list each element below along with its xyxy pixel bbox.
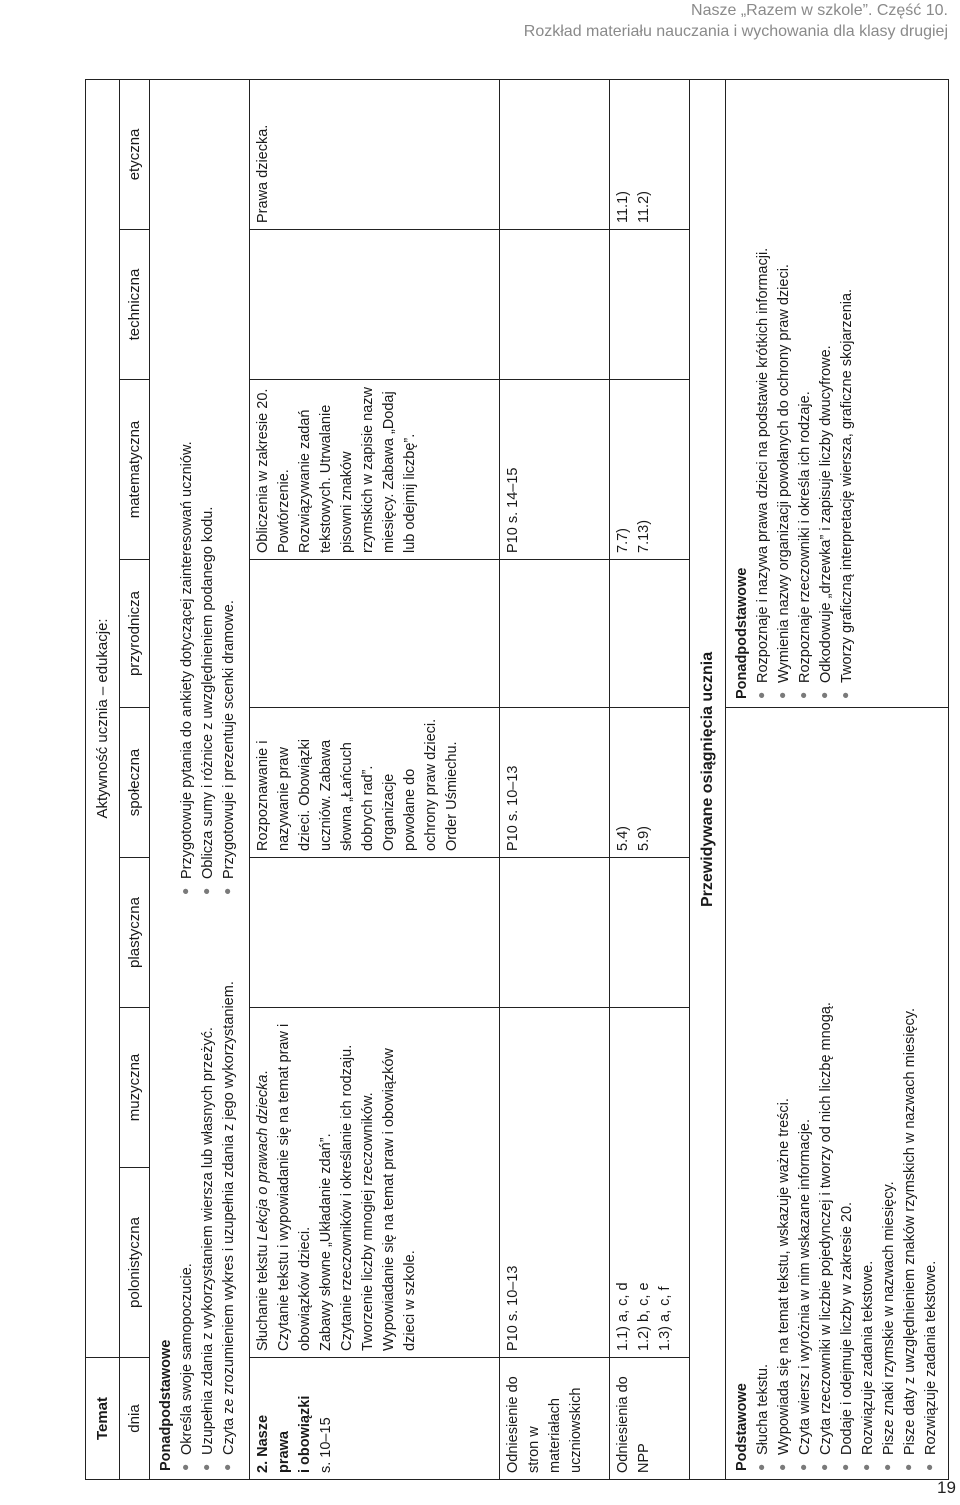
npp-item: 1.3) a, c, f xyxy=(657,1286,674,1351)
list-item: ● Przygotowuje i prezentuje scenki dramowe. xyxy=(219,441,240,879)
polon-paragraph-1 xyxy=(253,1014,274,1351)
subject-etyczna: etyczna xyxy=(120,79,150,229)
header-subtitle: Rozkład materiału nauczania i wychowania dla klasy drugiej xyxy=(523,23,948,40)
podstawowe-cell xyxy=(726,708,949,1480)
subject-przyrodnicza: przyrodnicza xyxy=(120,560,150,708)
polon-p1-end: . xyxy=(255,1070,271,1075)
page-number: 19 xyxy=(937,1478,956,1497)
temat-line-3: i obowiązki xyxy=(297,1395,314,1473)
header-series-title: Nasze „Razem w szkole”. Część 10. xyxy=(691,2,948,19)
list-item: ● Czyta wiersz i wyróżnia w nim wskazane informacje. xyxy=(795,716,816,1455)
npp-plastyczna xyxy=(610,858,690,1008)
subject-spoleczna: społeczna xyxy=(120,708,150,858)
odn-stron-etyczna xyxy=(500,79,610,229)
techniczna-cell xyxy=(250,230,500,380)
list-item: ● Czyta rzeczowniki w liczbie pojedynczej i tworzy od nich liczbę mnogą. xyxy=(816,716,837,1455)
top-ponadpodstawowe-label: Ponadpodstawowe xyxy=(158,1339,174,1471)
list-item: ● Wypowiada się na temat tekstu, wskazuje ważne treści. xyxy=(774,716,795,1455)
npp-spoleczna xyxy=(610,708,690,858)
npp-item: 11.2) xyxy=(636,191,653,223)
subject-muzyczna: muzyczna xyxy=(120,1008,150,1168)
polon-paragraph-2: Czytanie tekstu i wypowiadanie się na temat praw i obowiązków dzieci. xyxy=(276,1023,314,1351)
subject-polonistyczna: polonistyczna xyxy=(120,1168,150,1358)
top-left-list xyxy=(177,895,240,1471)
list-item: ● Słucha tekstu. xyxy=(753,716,774,1455)
list-item: ● Tworzy graficzną interpretację wiersza, graficzne skojarzenia. xyxy=(837,88,858,683)
subject-matematyczna: matematyczna xyxy=(120,380,150,560)
npp-item: 7.7) xyxy=(615,528,631,553)
list-item: ● Rozwiązuje zadania tekstowe. xyxy=(921,716,942,1455)
temat-cell xyxy=(250,1358,500,1480)
temat-line-2: prawa xyxy=(276,1431,293,1473)
list-item: ● Przygotowuje pytania do ankiety dotyczącej zainteresowań uczniów. xyxy=(177,441,198,879)
polon-paragraph-3: Zabawy słowne „Układanie zdań”. xyxy=(318,1133,335,1351)
subject-techniczna: techniczna xyxy=(120,230,150,380)
npp-item: 5.4) xyxy=(615,826,631,851)
npp-item: 1.1) a, c, d xyxy=(615,1282,631,1351)
lesson-plan-table xyxy=(85,79,949,1480)
npp-przyrodnicza xyxy=(610,560,690,708)
list-item: ● Wymienia nazwy organizacji powołanych do ochrony praw dzieci. xyxy=(774,88,795,683)
list-item: ● Rozpoznaje i nazywa prawa dzieci na podstawie krótkich informacji. xyxy=(753,88,774,683)
npp-matematyczna xyxy=(610,380,690,560)
przewidywane-header: Przewidywane osiągnięcia ucznia xyxy=(690,79,726,1479)
subject-plastyczna: plastyczna xyxy=(120,858,150,1008)
aktywnosc-header: Aktywność ucznia – edukacje: xyxy=(86,79,120,1357)
polonistyczna-cell xyxy=(250,1008,500,1358)
odn-stron-spoleczna: P10 s. 10–13 xyxy=(500,708,610,858)
list-item: ● Pisze znaki rzymskie w nazwach miesięcy. xyxy=(879,716,900,1455)
list-item: ● Uzupełnia zdania z wykorzystaniem wiersza lub własnych przeżyć. xyxy=(198,895,219,1455)
col-dnia: dnia xyxy=(120,1358,150,1480)
col-temat: Temat xyxy=(86,1358,120,1480)
spoleczna-cell: Rozpoznawanie i nazywanie praw dzieci. Obowiązki uczniów. Zabawa słowna „Łańcuch dobrych rad”. Organizacje powołane do ochrony praw dzieci. Order Uśmiechu. xyxy=(250,708,500,858)
npp-item: 1.2) b, c, e xyxy=(636,1282,653,1351)
top-right-list xyxy=(177,441,240,895)
polon-p1-start: Słuchanie tekstu xyxy=(255,1240,271,1351)
plastyczna-cell xyxy=(250,858,500,1008)
przyrodnicza-cell xyxy=(250,560,500,708)
polon-p1-italic: Lekcja o prawach dziecka xyxy=(255,1074,271,1241)
matematyczna-cell: Obliczenia w zakresie 20. Powtórzenie. Rozwiązywanie zadań tekstowych. Utrwalanie pisowni znaków rzymskich w zapisie nazw miesięcy. Zabawa „Dodaj lub odejmij liczbę”. xyxy=(250,380,500,560)
polon-paragraph-4: Czytanie rzeczowników i określanie ich rodzaju. Tworzenie liczby mnogiej rzeczowników. Wypowiadanie się na temat praw i obowiązków dzieci w szkole. xyxy=(339,1044,419,1351)
npp-techniczna xyxy=(610,230,690,380)
odn-npp-label: Odniesienia do NPP xyxy=(610,1358,690,1480)
ponadpodstawowe-cell xyxy=(726,79,949,707)
npp-item: 5.9) xyxy=(636,826,653,851)
ponadpodstawowe-list xyxy=(753,88,858,699)
list-item: ● Oblicza sumy i różnice z uwzględnieniem podanego kodu. xyxy=(198,441,219,879)
temat-line-1: 2. Nasze xyxy=(255,1414,271,1473)
npp-item: 7.13) xyxy=(636,519,653,553)
podstawowe-label: Podstawowe xyxy=(734,1383,751,1471)
npp-polonistyczna xyxy=(610,1008,690,1358)
list-item: ● Rozwiązuje zadania tekstowe. xyxy=(858,716,879,1455)
rotated-table-container xyxy=(85,80,940,1480)
ponadpodstawowe-label: Ponadpodstawowe xyxy=(734,567,751,699)
list-item: ● Czyta ze zrozumieniem wykres i uzupełnia zdania z jego wykorzystaniem. xyxy=(219,895,240,1455)
odn-stron-techniczna xyxy=(500,230,610,380)
odn-stron-plastyczna xyxy=(500,858,610,1008)
list-item: ● Określa swoje samopoczucie. xyxy=(177,895,198,1455)
etyczna-cell: Prawa dziecka. xyxy=(250,79,500,229)
odn-stron-matematyczna: P10 s. 14–15 xyxy=(500,380,610,560)
odn-stron-polonistyczna: P10 s. 10–13 xyxy=(500,1008,610,1358)
odn-stron-label: Odniesienie do stron w materiałach uczniowskich xyxy=(500,1358,610,1480)
top-ponadpodstawowe-cell xyxy=(150,79,250,1479)
list-item: ● Dodaje i odejmuje liczby w zakresie 20. xyxy=(837,716,858,1455)
list-item: ● Odkodowuje „drzewka” i zapisuje liczby dwucyfrowe. xyxy=(816,88,837,683)
temat-pages: s. 10–15 xyxy=(318,1417,335,1473)
podstawowe-list xyxy=(753,716,942,1471)
list-item: ● Rozpoznaje rzeczowniki i określa ich rodzaje. xyxy=(795,88,816,683)
npp-item: 11.1) xyxy=(615,191,631,223)
list-item: ● Pisze daty z uwzględnieniem znaków rzymskich w nazwach miesięcy. xyxy=(900,716,921,1455)
odn-stron-przyrodnicza xyxy=(500,560,610,708)
npp-etyczna xyxy=(610,79,690,229)
